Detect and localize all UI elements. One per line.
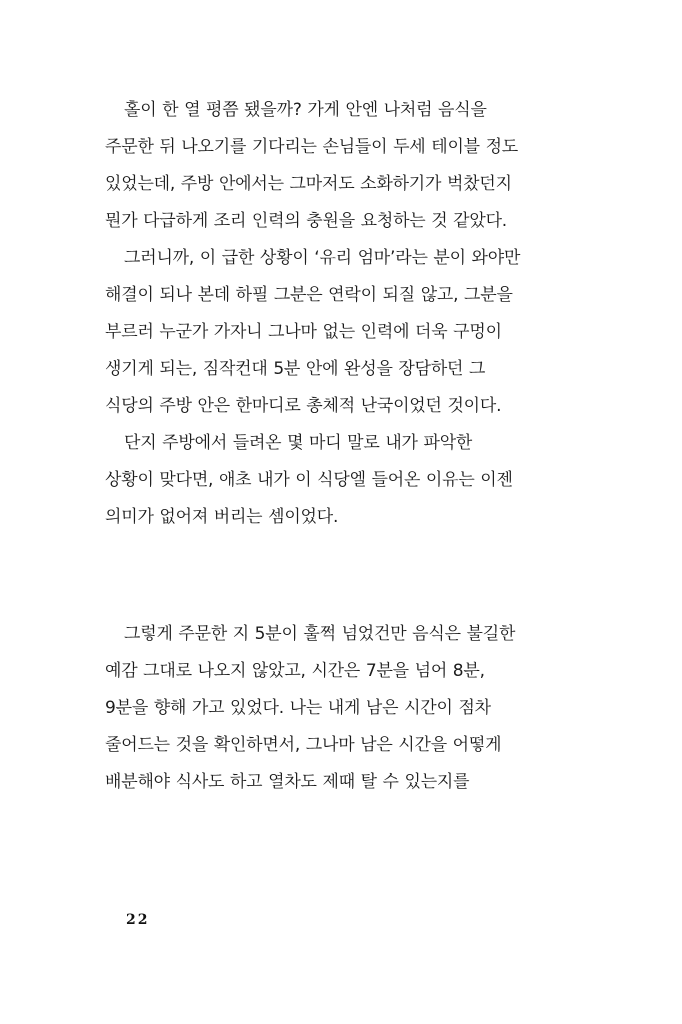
paragraph-line: 식당의 주방 안은 한마디로 총체적 난국이었던 것이다. <box>105 396 502 416</box>
paragraph-line: 단지 주방에서 들려온 몇 마디 말로 내가 파악한 <box>124 433 473 453</box>
paragraph-line: 그렇게 주문한 지 5분이 훌쩍 넘었건만 음식은 불길한 <box>124 624 516 644</box>
paragraph-line: 배분해야 식사도 하고 열차도 제때 탈 수 있는지를 <box>105 772 470 792</box>
paragraph-line: 뭔가 다급하게 조리 인력의 충원을 요청하는 것 같았다. <box>105 211 508 231</box>
paragraph-line: 생기게 되는, 짐작컨대 5분 안에 완성을 장담하던 그 <box>105 359 486 379</box>
paragraph-line: 그러니까, 이 급한 상황이 ‘유리 엄마’라는 분이 와야만 <box>124 248 521 268</box>
paragraph-line: 의미가 없어져 버리는 셈이었다. <box>105 507 339 527</box>
paragraph-line: 예감 그대로 나오지 않았고, 시간은 7분을 넘어 8분, <box>105 661 485 681</box>
paragraph-line: 상황이 맞다면, 애초 내가 이 식당엘 들어온 이유는 이젠 <box>105 470 513 490</box>
paragraph-line: 있었는데, 주방 안에서는 그마저도 소화하기가 벅찼던지 <box>105 174 512 194</box>
paragraph-line: 주문한 뒤 나오기를 기다리는 손님들이 두세 테이블 정도 <box>105 137 519 157</box>
paragraph-line: 홀이 한 열 평쯤 됐을까? 가게 안엔 나처럼 음식을 <box>124 100 487 120</box>
paragraph-line: 부르러 누군가 가자니 그나마 없는 인력에 더욱 구멍이 <box>105 322 502 342</box>
paragraph-line: 줄어드는 것을 확인하면서, 그나마 남은 시간을 어떻게 <box>105 735 502 755</box>
paragraph-line: 해결이 되나 본데 하필 그분은 연락이 되질 않고, 그분을 <box>105 285 513 305</box>
text-section-2 <box>105 616 555 801</box>
text-section-1 <box>105 92 555 536</box>
paragraph-line: 9분을 향해 가고 있었다. 나는 내게 남은 시간이 점차 <box>105 698 491 718</box>
page-number: 22 <box>126 912 150 928</box>
